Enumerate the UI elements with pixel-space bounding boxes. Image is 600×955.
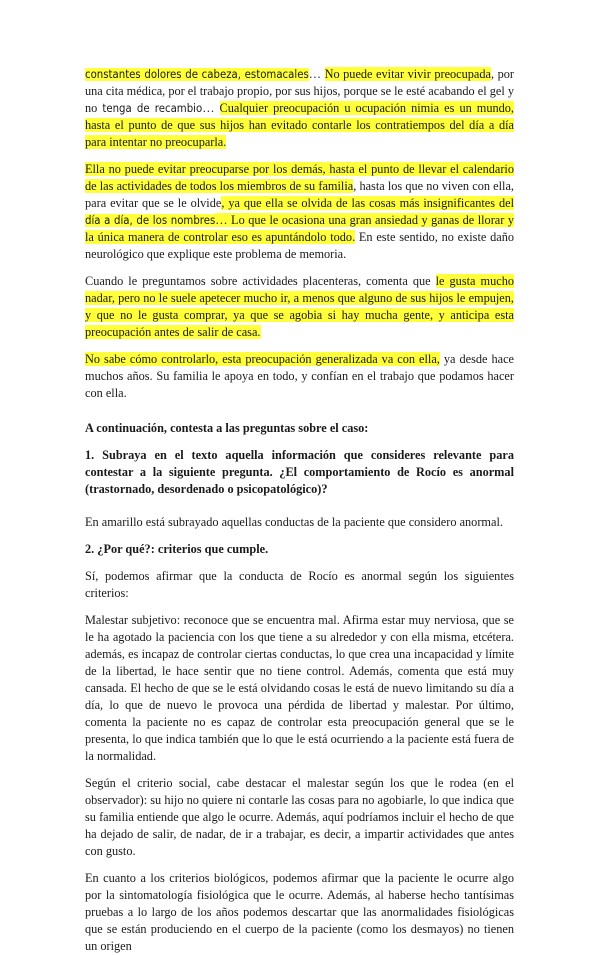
text-span: En este sentido, no existe daño neurológico que explique este problema de memoria. [85,230,514,261]
highlight: , ya que ella se olvida de las cosas más insignificantes del [221,196,514,210]
answer-social-criterion: Según el criterio social, cabe destacar el malestar según los que le rodea (en el observador): su hijo no quiere ni contarle las cosas para no agobiarle, lo que indica que su familia entiende que algo le ocurre. Además, aquí podríamos incluir el hecho de que ha dejado de salir, de nadar, de ir a trabajar, es decir, a impartir actividades que antes con gusto. [85,776,514,858]
text-span: , hasta los que no viven con ella, para evitar que se le olvide [85,179,514,210]
answer-biological-criterion: En cuanto a los criterios biológicos, podemos afirmar que la paciente le ocurre algo por la sintomatología fisiológica que le ocurre. Además, al haberse hecho tantísimas pruebas a lo largo de los años podemos descartar que las anormalidades fisiológicas que se están produciendo en el cuerpo de la paciente (como los desmayos) no tienen un origen [85,871,514,953]
answer-1: En amarillo está subrayado aquellas conductas de la paciente que considero anormal. [85,515,503,529]
highlight: le gusta mucho nadar, pero no le suele apetecer mucho ir, a menos que alguno de sus hijos le empujen, y que no le gusta comprar, ya que se agobia si hay mucha gente, y anticipa esta preocupación antes de salir de casa. [85,274,514,339]
question-1: 1. Subraya en el texto aquella información que consideres relevante para contestar a la siguiente pregunta. ¿El comportamiento de Rocío es anormal (trastornado, desordenado o psicopatológico)? [85,448,514,496]
case-paragraph-3 [85,273,514,341]
text-span: , por una cita médica, por el trabajo propio, por sus hijos, porque se le esté acabando el gel y no [85,67,514,115]
case-paragraph-2 [85,161,514,263]
answer-2: Sí, podemos afirmar que la conducta de Rocío es anormal según los siguientes criterios: [85,569,514,600]
text-span: … [202,101,220,115]
highlight: No sabe cómo controlarlo, esta preocupación generalizada va con ella, [85,352,440,366]
highlight: constantes dolores de cabeza, estomacales [85,68,309,81]
answer-subjective-distress: Malestar subjetivo: reconoce que se encuentra mal. Afirma estar muy nerviosa, que se le ha agotado la paciencia con los que tiene a su alrededor y con ella misma, etcétera. además, es incapaz de controlar ciertas conductas, lo que crea una incapacidad y límite de la libertad, le hace sentir que no tiene control. Además, comenta que está muy cansada. El hecho de que se le está olvidando cosas le está de nuevo limitando su día a día, lo que de nuevo le provoca una pérdida de libertad y malestar. Por último, comenta la paciente no es capaz de controlar esta preocupación general que se le presenta, lo que indica también que lo que le está ocurriendo a la paciente está fuera de la normalidad. [85,613,514,763]
text-span: tenga de recambio [102,102,203,115]
text-span: … [308,67,325,81]
text-span: Cuando le preguntamos sobre actividades placenteras, comenta que [85,274,436,288]
question-2: 2. ¿Por qué?: criterios que cumple. [85,542,269,556]
highlight: Cualquier preocupación u ocupación nimia es un mundo, hasta el punto de que sus hijos han evitado contarle los contratiempos del día a día para intentar no preocuparla. [85,101,515,149]
section-heading: A continuación, contesta a las preguntas sobre el caso: [85,421,369,435]
highlight: No puede evitar vivir preocupada [324,67,491,81]
highlight: … Lo que le ocasiona una gran ansiedad y ganas de llorar y la única manera de controlar eso es apuntándolo todo. [85,213,515,244]
highlight: Ella no puede evitar preocuparse por los demás, hasta el punto de llevar el calendario de las actividades de todos los miembros de su familia [85,162,514,193]
highlight: día a día, de los nombres [85,214,216,227]
text-span: ya desde hace muchos años. Su familia le apoya en todo, y confían en el trabajo que podamos hacer con ella. [85,352,514,400]
case-paragraph-4 [85,351,514,402]
case-paragraph-1 [85,66,514,151]
